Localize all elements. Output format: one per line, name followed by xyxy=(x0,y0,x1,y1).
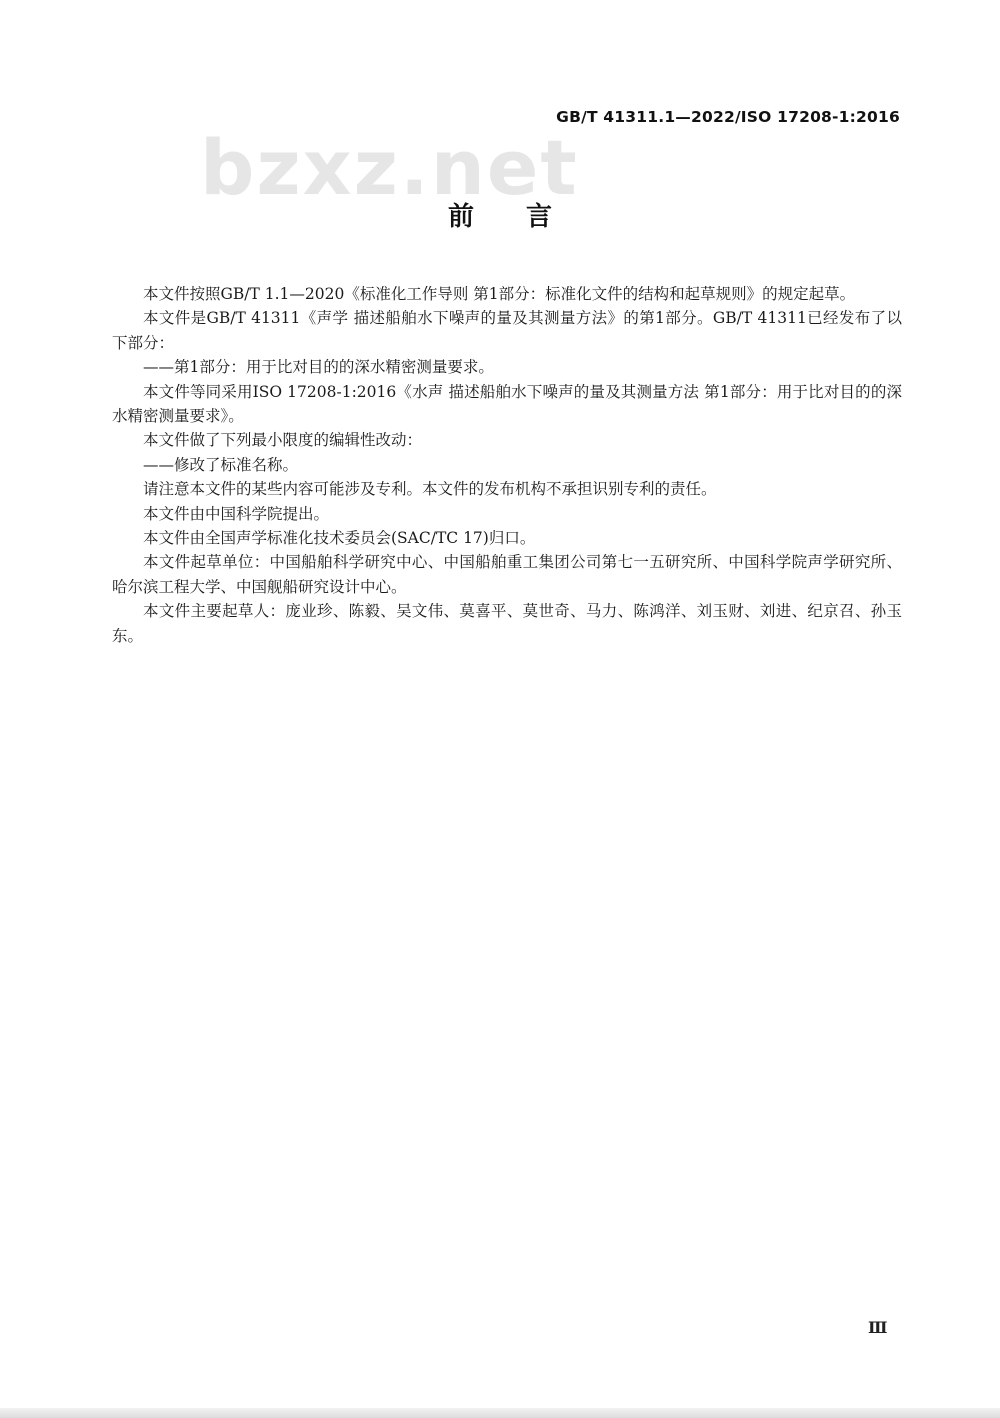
standard-number: GB/T 41311.1—2022/ISO 17208-1:2016 xyxy=(556,108,900,126)
paragraph-part-of-series: 本文件是GB/T 41311《声学 描述船舶水下噪声的量及其测量方法》的第1部分。GB/T 41311已经发布了以下部分： xyxy=(112,309,902,352)
page-title: 前言 xyxy=(447,202,604,232)
paragraph-under-jurisdiction: 本文件由全国声学标准化技术委员会(SAC/TC 17)归口。 xyxy=(143,529,536,548)
paragraph-main-drafters: 本文件主要起草人：庞业珍、陈毅、吴文伟、莫喜平、莫世奇、马力、陈鸿洋、刘玉财、刘进、纪京召、孙玉东。 xyxy=(112,602,902,645)
paragraph-identical-adoption: 本文件等同采用ISO 17208-1:2016《水声 描述船舶水下噪声的量及其测量方法 第1部分：用于比对目的的深水精密测量要求》。 xyxy=(112,382,902,426)
paragraph-drafting-organizations: 本文件起草单位：中国船舶科学研究中心、中国船舶重工集团公司第七一五研究所、中国科学院声学研究所、哈尔滨工程大学、中国舰船研究设计中心。 xyxy=(112,553,902,596)
list-item-part-1: ——第1部分：用于比对目的的深水精密测量要求。 xyxy=(143,358,494,377)
paragraph-editorial-changes: 本文件做了下列最小限度的编辑性改动： xyxy=(143,431,423,450)
foreword-body xyxy=(112,282,902,648)
page-bottom-edge xyxy=(0,1408,1000,1418)
list-item-title-change: ——修改了标准名称。 xyxy=(143,455,299,474)
page-number: Ⅲ xyxy=(868,1318,888,1337)
paragraph-proposed-by: 本文件由中国科学院提出。 xyxy=(143,504,330,523)
watermark: bzxz.net xyxy=(200,123,579,212)
paragraph-drafting-rules: 本文件按照GB/T 1.1—2020《标准化工作导则 第1部分：标准化文件的结构和起草规则》的规定起草。 xyxy=(143,285,856,303)
paragraph-patent-notice: 请注意本文件的某些内容可能涉及专利。本文件的发布机构不承担识别专利的责任。 xyxy=(143,480,717,499)
